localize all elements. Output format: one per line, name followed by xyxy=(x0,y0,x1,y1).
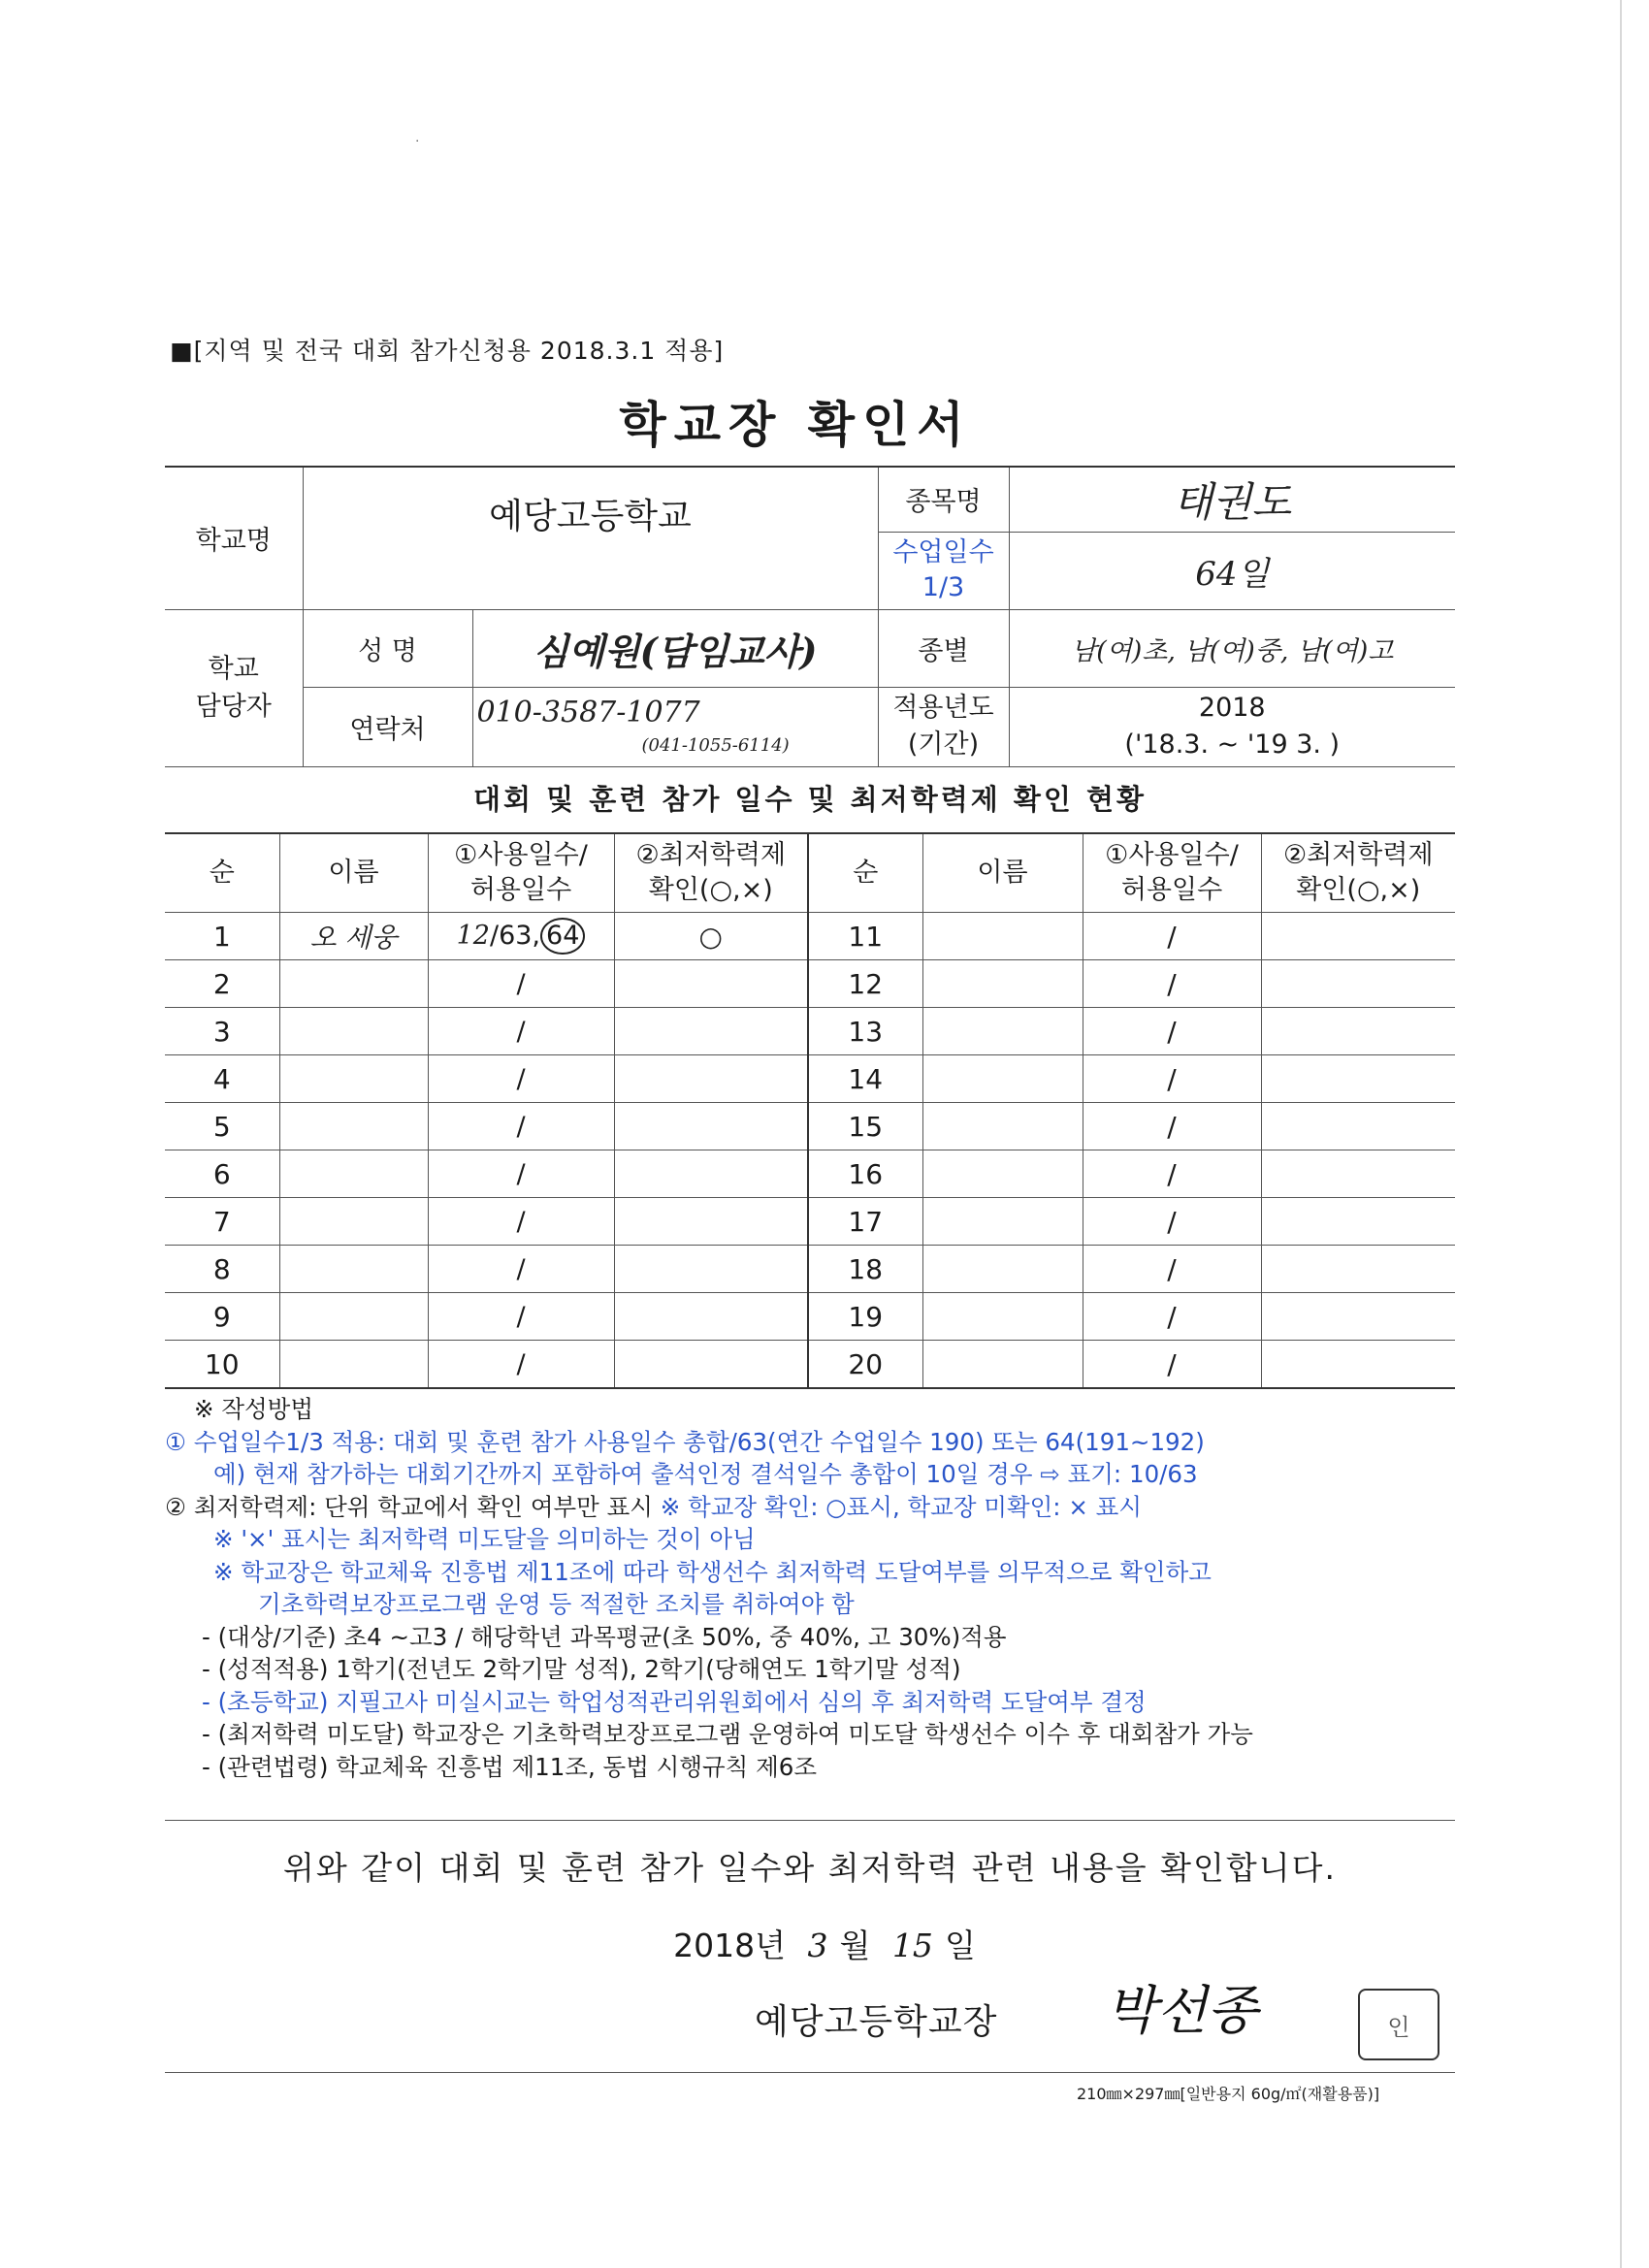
contact-value: 010-3587-1077 xyxy=(476,695,700,729)
status-row xyxy=(165,1198,1455,1246)
row-seq: 8 xyxy=(165,1246,279,1293)
row-name-right xyxy=(922,1103,1083,1150)
row-seq-right: 14 xyxy=(808,1055,922,1103)
row-check-right xyxy=(1261,1341,1455,1389)
row-name-right xyxy=(922,913,1083,960)
header-days-right-2: 허용일수 xyxy=(1120,875,1223,905)
row-seq-right: 19 xyxy=(808,1293,922,1341)
date-line xyxy=(0,1921,1649,1966)
header-days-1: ①사용일수/ xyxy=(454,839,588,870)
row-name-right xyxy=(922,1293,1083,1341)
row-seq-right: 12 xyxy=(808,960,922,1008)
row-check xyxy=(614,1341,808,1389)
row-days-used: 12 xyxy=(456,921,490,951)
header-seq-right: 순 xyxy=(808,833,922,913)
row-check-right xyxy=(1261,1293,1455,1341)
year-value: 2018 xyxy=(1198,693,1266,724)
detail-5: - (관련법령) 학교체육 진흥법 제11조, 동법 시행규칙 제6조 xyxy=(202,1752,818,1781)
status-row xyxy=(165,1055,1455,1103)
row-check xyxy=(614,1246,808,1293)
note-2-b: ※ 학교장 확인: ○표시, 학교장 미확인: × 표시 xyxy=(660,1492,1142,1521)
note-1-line-2: 예) 현재 참가하는 대회기간까지 포함하여 출석인정 결석일수 총합이 10일 경우 ⇨ 표기: 10/63 xyxy=(213,1460,1198,1488)
row-days xyxy=(428,1341,614,1389)
row-days-right: / xyxy=(1083,1293,1261,1341)
row-days-right: / xyxy=(1083,1008,1261,1055)
row-seq: 10 xyxy=(165,1341,279,1389)
row-days-separator: / xyxy=(516,968,526,999)
year-period: ('18.3. ~ '19 3. ) xyxy=(1124,729,1341,760)
row-days-separator: / xyxy=(516,1158,526,1189)
contact-value-2: (041-1055-6114) xyxy=(641,734,790,756)
row-seq-right: 20 xyxy=(808,1341,922,1389)
year-value-cell xyxy=(1009,687,1455,766)
status-header-row xyxy=(165,833,1455,913)
header-note: ■[지역 및 전국 대회 참가신청용 2018.3.1 적용] xyxy=(170,337,725,365)
gender-value: 남(여)초, 남(여)중, 남(여)고 xyxy=(1009,609,1455,687)
row-seq-right: 15 xyxy=(808,1103,922,1150)
row-days-right: / xyxy=(1083,960,1261,1008)
school-label: 학교명 xyxy=(165,467,303,609)
header-check-right xyxy=(1261,833,1455,913)
row-days-separator: / xyxy=(516,1348,526,1379)
row-name xyxy=(279,960,428,1008)
confirm-statement: 위와 같이 대회 및 훈련 참가 일수와 최저학력 관련 내용을 확인합니다. xyxy=(283,1849,1337,1887)
row-days-right: / xyxy=(1083,1198,1261,1246)
row-days-right: / xyxy=(1083,1246,1261,1293)
row-check xyxy=(614,1055,808,1103)
header-days-2: 허용일수 xyxy=(469,875,572,905)
row-name xyxy=(279,1293,428,1341)
writing-instructions xyxy=(165,1393,1465,1783)
row-check-right xyxy=(1261,1008,1455,1055)
row-days-separator: /63, xyxy=(489,921,541,951)
year-label xyxy=(878,687,1009,766)
header-name: 이름 xyxy=(279,833,428,913)
row-days-separator: / xyxy=(516,1253,526,1284)
seal-stamp: 인 xyxy=(1358,1989,1439,2060)
date-year: 2018년 xyxy=(673,1927,787,1964)
row-check xyxy=(614,1293,808,1341)
page-title: 학교장 확인서 xyxy=(619,397,972,453)
row-check-right xyxy=(1261,913,1455,960)
header-days-right xyxy=(1083,833,1261,913)
row-seq-right: 13 xyxy=(808,1008,922,1055)
row-check-right xyxy=(1261,960,1455,1008)
gender-label: 종별 xyxy=(878,609,1009,687)
header-name-right: 이름 xyxy=(922,833,1083,913)
row-days xyxy=(428,1103,614,1150)
row-name xyxy=(279,1055,428,1103)
row-days-right: / xyxy=(1083,1055,1261,1103)
row-days xyxy=(428,1198,614,1246)
status-row xyxy=(165,1246,1455,1293)
status-row xyxy=(165,960,1455,1008)
row-name xyxy=(279,1341,428,1389)
row-seq-right: 16 xyxy=(808,1150,922,1198)
year-label-2: (기간) xyxy=(907,729,980,760)
row-name: 오 세웅 xyxy=(279,913,428,960)
row-name xyxy=(279,1103,428,1150)
paper-spec-footer: 210㎜×297㎜[일반용지 60g/㎡(재활용품)] xyxy=(1077,2085,1380,2103)
row-days xyxy=(428,1055,614,1103)
name-value: 심예원(담임교사) xyxy=(472,609,878,687)
header-check-right-1: ②최저학력제 xyxy=(1282,839,1434,870)
status-row xyxy=(165,1293,1455,1341)
row-seq-right: 11 xyxy=(808,913,922,960)
header-check xyxy=(614,833,808,913)
row-days-right: / xyxy=(1083,913,1261,960)
class-days-label-2: 1/3 xyxy=(922,572,965,602)
notes-heading: ※ 작성방법 xyxy=(194,1395,313,1423)
row-name-right xyxy=(922,960,1083,1008)
event-label: 종목명 xyxy=(878,467,1009,532)
row-seq-right: 18 xyxy=(808,1246,922,1293)
row-seq: 3 xyxy=(165,1008,279,1055)
date-month-value: 3 xyxy=(807,1927,828,1964)
row-days xyxy=(428,960,614,1008)
note-4-line-2: 기초학력보장프로그램 운영 등 적절한 조치를 취하여야 함 xyxy=(258,1590,855,1618)
header-check-2: 확인(○,×) xyxy=(648,875,773,905)
row-check-right xyxy=(1261,1103,1455,1150)
divider-bottom xyxy=(165,2072,1455,2073)
row-days xyxy=(428,1246,614,1293)
row-name xyxy=(279,1150,428,1198)
note-2-a: ② 최저학력제: 단위 학교에서 확인 여부만 표시 xyxy=(165,1492,661,1521)
name-label: 성 명 xyxy=(303,609,472,687)
row-seq-right: 17 xyxy=(808,1198,922,1246)
row-check-right xyxy=(1261,1055,1455,1103)
row-name-right xyxy=(922,1055,1083,1103)
header-days-right-1: ①사용일수/ xyxy=(1105,839,1239,870)
status-row xyxy=(165,1150,1455,1198)
class-days-label-1: 수업일수 xyxy=(892,536,994,567)
row-days xyxy=(428,913,614,960)
class-days-value: 64일 xyxy=(1009,532,1455,609)
principal-signature: 박선종 xyxy=(1106,1980,1258,2041)
row-seq: 5 xyxy=(165,1103,279,1150)
contact-value-cell xyxy=(472,687,878,766)
staff-label xyxy=(165,609,303,766)
row-days-right: / xyxy=(1083,1150,1261,1198)
status-row xyxy=(165,1008,1455,1055)
class-days-label xyxy=(878,532,1009,609)
row-check: ○ xyxy=(614,913,808,960)
status-table xyxy=(165,832,1455,1389)
row-days xyxy=(428,1293,614,1341)
row-name-right xyxy=(922,1341,1083,1389)
row-name xyxy=(279,1008,428,1055)
row-seq: 6 xyxy=(165,1150,279,1198)
row-name xyxy=(279,1198,428,1246)
header-check-1: ②최저학력제 xyxy=(635,839,787,870)
status-row xyxy=(165,1341,1455,1389)
scan-speck: · xyxy=(415,134,420,149)
row-days-separator: / xyxy=(516,1206,526,1237)
staff-label-1: 학교 xyxy=(208,653,259,684)
row-name xyxy=(279,1246,428,1293)
date-day-label: 일 xyxy=(944,1927,976,1964)
row-name-right xyxy=(922,1198,1083,1246)
detail-4: - (최저학력 미도달) 학교장은 기초학력보장프로그램 운영하여 미도달 학생선수 이수 후 대회참가 가능 xyxy=(202,1720,1253,1748)
row-name-right xyxy=(922,1150,1083,1198)
note-1-line-1: ① 수업일수1/3 적용: 대회 및 훈련 참가 사용일수 총합/63(연간 수업일수 190) 또는 64(191~192) xyxy=(165,1427,1205,1456)
detail-1: - (대상/기준) 초4 ~고3 / 해당학년 과목평균(초 50%, 중 40%, 고 30%)적용 xyxy=(202,1622,1007,1651)
header-days xyxy=(428,833,614,913)
row-check xyxy=(614,1150,808,1198)
status-row xyxy=(165,1103,1455,1150)
row-days-right: / xyxy=(1083,1103,1261,1150)
row-check xyxy=(614,1103,808,1150)
status-row xyxy=(165,913,1455,960)
info-table xyxy=(165,466,1455,767)
row-name-right xyxy=(922,1246,1083,1293)
row-seq: 4 xyxy=(165,1055,279,1103)
row-days-allowed: 64 xyxy=(540,918,585,955)
row-days-separator: / xyxy=(516,1111,526,1142)
row-name-right xyxy=(922,1008,1083,1055)
row-check xyxy=(614,960,808,1008)
row-seq: 9 xyxy=(165,1293,279,1341)
detail-3: - (초등학교) 지필고사 미실시교는 학업성적관리위원회에서 심의 후 최저학력 도달여부 결정 xyxy=(202,1687,1147,1716)
row-check-right xyxy=(1261,1246,1455,1293)
date-day-value: 15 xyxy=(891,1927,933,1964)
row-seq: 7 xyxy=(165,1198,279,1246)
note-4-line-1: ※ 학교장은 학교체육 진흥법 제11조에 따라 학생선수 최저학력 도달여부를 의무적으로 확인하고 xyxy=(213,1557,1212,1586)
staff-label-2: 담당자 xyxy=(195,692,272,722)
principal-label: 예당고등학교장 xyxy=(755,2002,998,2042)
row-check xyxy=(614,1008,808,1055)
row-days xyxy=(428,1008,614,1055)
event-value: 태권도 xyxy=(1009,467,1455,532)
row-days-separator: / xyxy=(516,1063,526,1094)
row-days-separator: / xyxy=(516,1016,526,1047)
detail-2: - (성적적용) 1학기(전년도 2학기말 성적), 2학기(당해연도 1학기말 성적) xyxy=(202,1655,961,1683)
row-check-right xyxy=(1261,1198,1455,1246)
date-month-label: 월 xyxy=(839,1927,871,1964)
row-seq: 2 xyxy=(165,960,279,1008)
row-days-right: / xyxy=(1083,1341,1261,1389)
section-title: 대회 및 훈련 참가 일수 및 최저학력제 확인 현황 xyxy=(472,783,1148,816)
row-check-right xyxy=(1261,1150,1455,1198)
header-seq: 순 xyxy=(165,833,279,913)
row-check xyxy=(614,1198,808,1246)
row-days xyxy=(428,1150,614,1198)
divider-top xyxy=(165,1820,1455,1821)
note-3: ※ '×' 표시는 최저학력 미도달을 의미하는 것이 아님 xyxy=(213,1525,756,1553)
row-seq: 1 xyxy=(165,913,279,960)
contact-label: 연락처 xyxy=(303,687,472,766)
row-days-separator: / xyxy=(516,1301,526,1332)
note-2 xyxy=(165,1491,1465,1524)
year-label-1: 적용년도 xyxy=(892,693,994,724)
school-name: 예당고등학교 xyxy=(303,467,878,609)
header-check-right-2: 확인(○,×) xyxy=(1296,875,1421,905)
